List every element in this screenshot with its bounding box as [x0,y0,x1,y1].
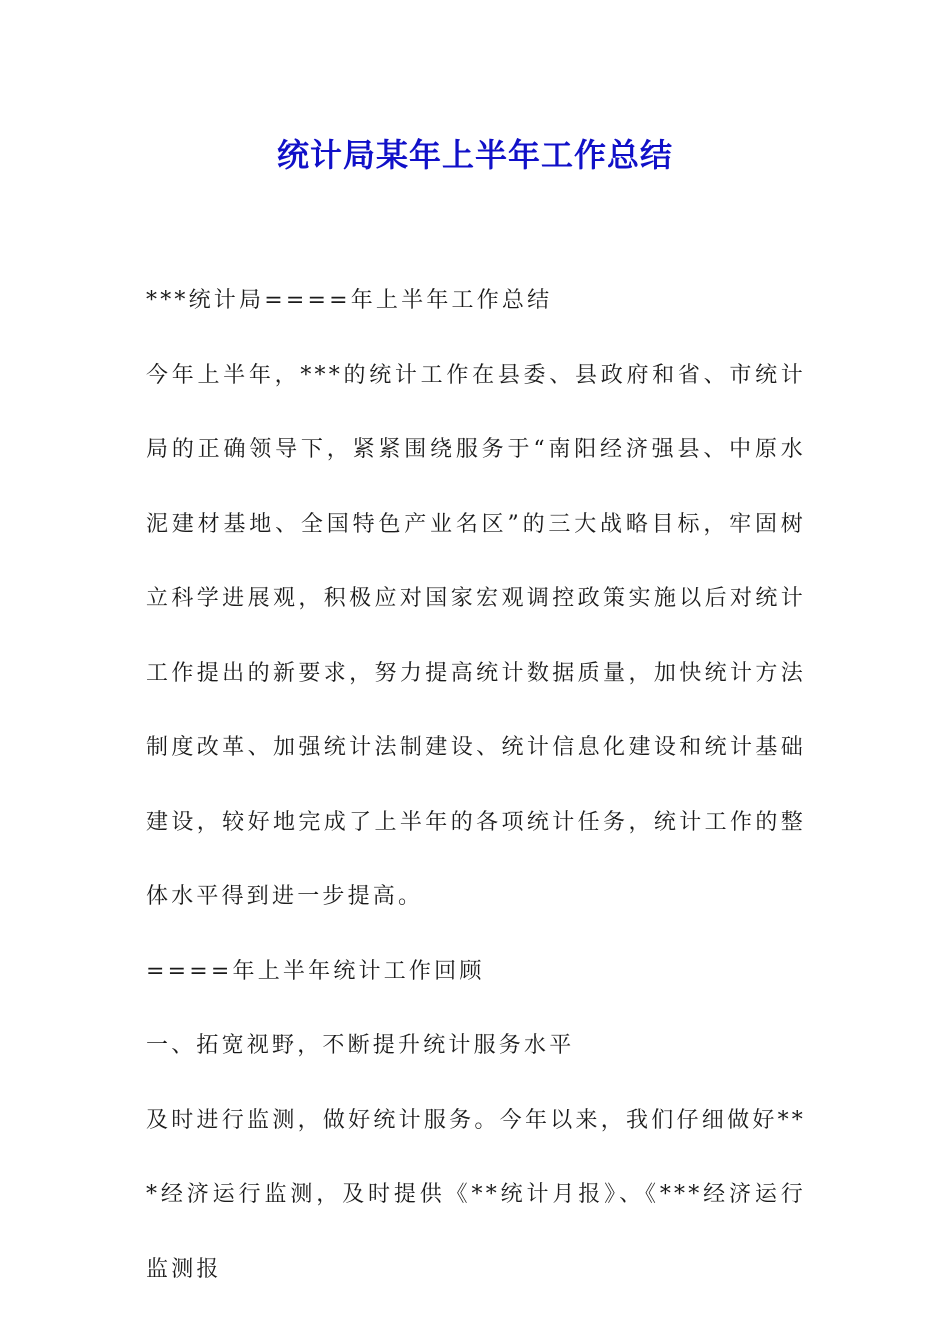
document-title: 统计局某年上半年工作总结 [276,136,673,174]
section-heading: ====年上半年统计工作回顾 [146,958,485,984]
document-body [146,264,806,1307]
subsection-heading: 一、拓宽视野，不断提升统计服务水平 [146,1033,575,1058]
intro-paragraph: 今年上半年，***的统计工作在县委、县政府和省、市统计局的正确领导下，紧紧围绕服务于“南阳经济强县、中原水泥建材基地、全国特色产业名区”的三大战略目标，牢固树立科学进展观，积极应对国家宏观调控政策实施以后对统计工作提出的新要求，努力提高统计数据质量，加快统计方法制度改革、加强统计法制建设、统计信息化建设和统计基础建设，较好地完成了上半年的各项统计任务，统计工作的整体水平得到进一步提高。 [146,362,806,909]
subtitle-paragraph: ***统计局====年上半年工作总结 [146,288,553,313]
body-paragraph: 及时进行监测，做好统计服务。今年以来，我们仔细做好***经济运行监测，及时提供《**统计月报》、《***经济运行监测报 [146,1107,806,1282]
